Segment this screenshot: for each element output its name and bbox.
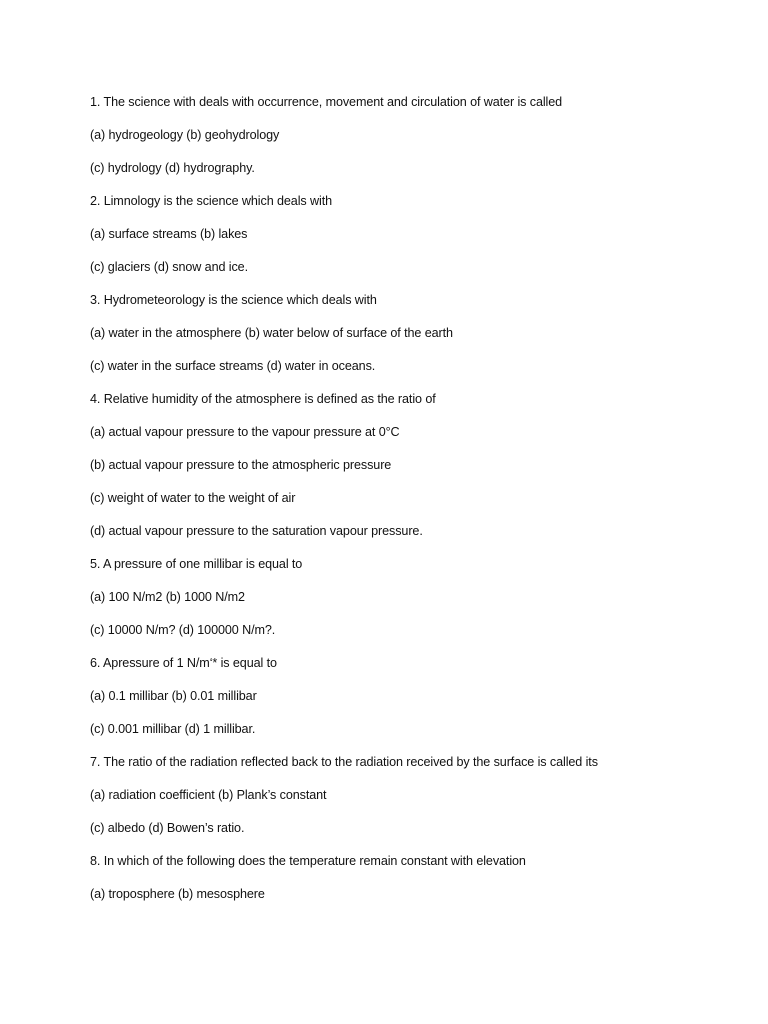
q8-options-ab: (a) troposphere (b) mesosphere	[90, 887, 265, 901]
q4-option-d: (d) actual vapour pressure to the saturation vapour pressure.	[90, 524, 423, 538]
q1-text: 1. The science with deals with occurrence, movement and circulation of water is called	[90, 95, 563, 109]
q5-text: 5. A pressure of one millibar is equal to	[90, 557, 303, 571]
q6-text: 6. Apressure of 1 N/m‘* is equal to	[90, 656, 277, 670]
q4-text: 4. Relative humidity of the atmosphere is defined as the ratio of	[90, 392, 436, 406]
q4-option-a: (a) actual vapour pressure to the vapour pressure at 0°C	[90, 425, 400, 439]
q6-options-ab: (a) 0.1 millibar (b) 0.01 millibar	[90, 689, 257, 703]
q7-options-cd: (c) albedo (d) Bowen’s ratio.	[90, 821, 245, 835]
q3-options-cd: (c) water in the surface streams (d) water in oceans.	[90, 359, 376, 373]
q4-option-b: (b) actual vapour pressure to the atmospheric pressure	[90, 458, 392, 472]
q4-option-c: (c) weight of water to the weight of air	[90, 491, 296, 505]
q6-options-cd: (c) 0.001 millibar (d) 1 millibar.	[90, 722, 256, 736]
question-list	[90, 92, 750, 917]
q7-text: 7. The ratio of the radiation reflected back to the radiation received by the surface is called its	[90, 755, 598, 769]
q3-text: 3. Hydrometeorology is the science which deals with	[90, 293, 377, 307]
q1-options-cd: (c) hydrology (d) hydrography.	[90, 161, 255, 175]
q7-options-ab: (a) radiation coefficient (b) Plank’s constant	[90, 788, 327, 802]
q2-text: 2. Limnology is the science which deals with	[90, 194, 333, 208]
q8-text: 8. In which of the following does the temperature remain constant with elevation	[90, 854, 526, 868]
q3-options-ab: (a) water in the atmosphere (b) water below of surface of the earth	[90, 326, 453, 340]
q1-options-ab: (a) hydrogeology (b) geohydrology	[90, 128, 280, 142]
q5-options-ab: (a) 100 N/m2 (b) 1000 N/m2	[90, 590, 245, 604]
q2-options-ab: (a) surface streams (b) lakes	[90, 227, 248, 241]
q5-options-cd: (c) 10000 N/m? (d) 100000 N/m?.	[90, 623, 276, 637]
q2-options-cd: (c) glaciers (d) snow and ice.	[90, 260, 248, 274]
